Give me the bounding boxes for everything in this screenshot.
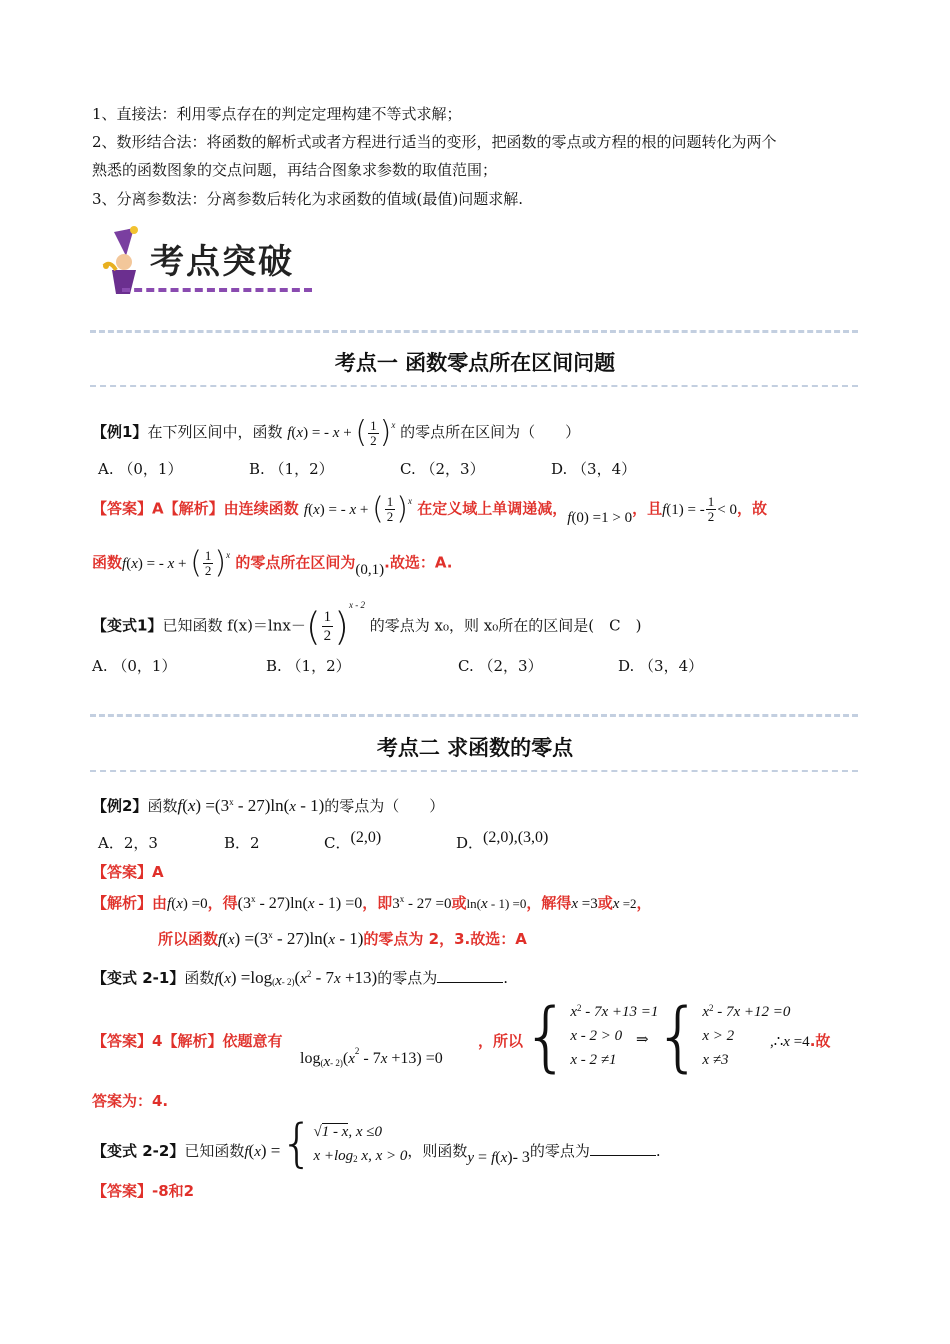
example-1-formula: f <box>287 425 292 441</box>
variant-2-1-log-eq: log(x- $2)(x^2 - 7x +13) =0$ <box>300 1046 443 1070</box>
example-1-stem: 【例1】在下列区间中，函数 f(x) = - x + ( $\frac{1}{2}$ )$^x$ 的零点所在区间为（ ） <box>92 415 581 450</box>
example-2-stem: 【例2】函数$f(x) =(3^x - 27)\ln(x - 1)$的零点为（ ） <box>92 796 445 815</box>
variant-2-1-answer-end: 答案为：4. <box>92 1092 169 1110</box>
divider-top-1 <box>90 330 858 333</box>
example-2-option-c: C．(2,0) <box>324 829 382 852</box>
variant-1-option-d: D. （3，4） <box>618 657 704 675</box>
example-1-post: 的零点所在区间为（ ） <box>400 423 581 441</box>
method-1: 1、直接法：利用零点存在的判定定理构建不等式求解； <box>92 105 462 123</box>
variant-1-stem: 【变式1】已知函数 f(x)＝lnx－( $\frac{1}{2}$ )$^{x - 2}$ 的零点为 x₀，则 x₀所在的区间是( C ) <box>92 600 642 649</box>
banner-underline <box>122 288 312 292</box>
example-2-option-b: B．2 <box>224 834 260 852</box>
variant-1-option-c: C. （2，3） <box>458 657 543 675</box>
example-2-option-d: D．(2,0),(3,0) <box>456 829 549 852</box>
example-2-option-a: A．2，3 <box>98 834 158 852</box>
example-1-answer-cont: 函数f(x) = - x + ( $\frac{1}{2}$ )$^x$ 的零点所在区间为(0,1).故选：A. <box>92 545 453 580</box>
variant-2-1-system-1: { $x^2 - 7x +13 =1$ x - 2 > 0 x - 2 ≠1 <box>522 991 659 1080</box>
variant-1-option-b: B. （1，2） <box>266 657 351 675</box>
variant-2-1-so: ，所以 <box>478 1032 524 1050</box>
example-1-answer: 【答案】A【解析】由连续函数 f(x) = - x + ( $\frac{1}{2}$ )$^x$ 在定义域上单调递减，f(0) =1 > 0，且f(1) = - $\frac{1}{2}$ < 0，故 <box>92 491 767 526</box>
variant-2-1-result: ,∴x =4.故 <box>770 1032 831 1050</box>
example-1-option-b: B. （1，2） <box>249 460 334 478</box>
example-2-analysis-cont: 所以函数$f(x) =(3^x - 27)\ln(x - 1)$的零点为 2，3.故选：A <box>158 929 527 948</box>
example-1-tag: 【例1】 <box>92 423 148 441</box>
divider-bottom-2 <box>90 770 858 772</box>
example-1-pre: 在下列区间中，函数 <box>147 423 283 441</box>
section-title-1: 考点一 函数零点所在区间问题 <box>334 351 616 375</box>
example-1-option-d: D. （3，4） <box>551 460 637 478</box>
method-2-cont: 熟悉的函数图象的交点问题，再结合图象求参数的取值范围； <box>92 161 498 179</box>
banner-title: 考点突破 <box>150 242 294 282</box>
banner-kaodian-tupo <box>100 226 315 300</box>
variant-2-2-blank <box>590 1141 656 1156</box>
variant-2-2-stem: 【变式 2-2】已知函数f(x) ={ √1 - x, x ≤0 $x +\log_2$ x, x > 0 ，则函数y = f(x)- 3的零点为 . <box>92 1114 661 1174</box>
variant-2-1-system-2: { $x^2 - 7x +12 =0$ x > 2 x ≠3 <box>654 991 791 1080</box>
variant-1-option-a: A. （0，1） <box>92 657 177 675</box>
implies-icon: ⇒ <box>636 1032 649 1048</box>
method-3: 3、分离参数法：分离参数后转化为求函数的值域(最值)问题求解. <box>92 190 524 208</box>
example-2-analysis: 【解析】由f(x) =0，得(3$^x$ - 27)ln(x - 1) =0，即3$^x$ - 27 =0或ln(x - 1) =0，解得x =3或x =2， <box>92 894 652 912</box>
variant-2-1-blank <box>437 968 503 983</box>
variant-2-2-answer: 【答案】-8和2 <box>92 1182 195 1200</box>
divider-bottom-1 <box>90 385 858 387</box>
divider-top-2 <box>90 714 858 717</box>
method-2: 2、数形结合法：将函数的解析式或者方程进行适当的变形，把函数的零点或方程的根的问题转化为两个 <box>92 133 777 151</box>
example-1-option-a: A. （0，1） <box>98 460 183 478</box>
example-2-answer: 【答案】A <box>92 863 164 881</box>
variant-2-1-answer-head: 【答案】4【解析】依题意有 <box>92 1032 283 1050</box>
variant-2-1-stem: 【变式 2-1】函数f(x) =log(x- $2)(x^2 - 7x +13)$的零点为 . <box>92 968 508 989</box>
example-1-option-c: C. （2，3） <box>400 460 485 478</box>
section-title-2: 考点二 求函数的零点 <box>376 736 574 760</box>
